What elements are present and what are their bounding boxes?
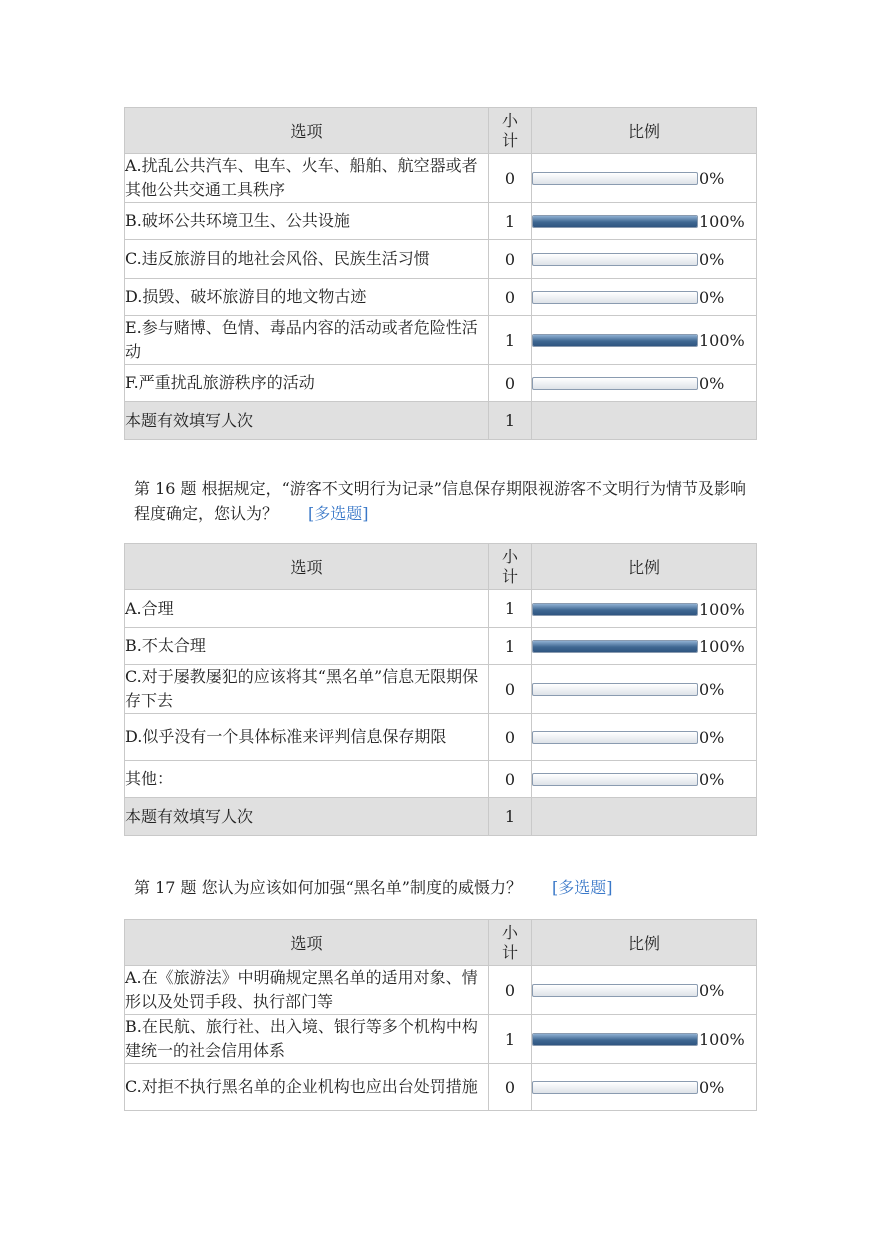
percent-bar <box>532 773 698 786</box>
percent-text: 0% <box>699 374 725 393</box>
option-label: B.不太合理 <box>125 628 489 665</box>
header-count <box>489 920 532 966</box>
header-count <box>489 108 532 154</box>
percent-bar-fill <box>533 641 697 652</box>
option-count: 0 <box>489 279 532 316</box>
percent-bar <box>532 334 698 347</box>
header-option: 选项 <box>125 108 489 154</box>
table-row <box>125 761 757 798</box>
table-row <box>125 714 757 761</box>
option-count: 1 <box>489 590 532 628</box>
table-row <box>125 203 757 240</box>
percent-bar-fill <box>533 216 697 227</box>
header-count-line2: 计 <box>501 130 518 150</box>
question-text: 第 16 题 根据规定，“游客不文明行为记录”信息保存期限视游客不文明行为情节及影响程度确定，您认为？ <box>134 479 746 523</box>
option-count: 0 <box>489 154 532 203</box>
table-row <box>125 628 757 665</box>
results-table-q17 <box>124 919 757 1111</box>
option-count: 1 <box>489 316 532 365</box>
total-row <box>125 798 757 836</box>
total-ratio-empty <box>532 402 757 440</box>
question-title-17 <box>134 875 754 900</box>
option-count: 0 <box>489 665 532 714</box>
option-label: 其他： <box>125 761 489 798</box>
percent-text: 0% <box>699 169 725 188</box>
header-ratio: 比例 <box>532 544 757 590</box>
header-count-line1: 小 <box>501 110 518 130</box>
option-ratio <box>532 1015 757 1064</box>
option-count: 1 <box>489 1015 532 1064</box>
percent-text: 0% <box>699 770 725 789</box>
table-row <box>125 1064 757 1111</box>
option-label: F.严重扰乱旅游秩序的活动 <box>125 365 489 402</box>
table-row <box>125 365 757 402</box>
total-row <box>125 402 757 440</box>
percent-text: 100% <box>699 637 745 656</box>
percent-text: 0% <box>699 250 725 269</box>
option-label: C.对拒不执行黑名单的企业机构也应出台处罚措施 <box>125 1064 489 1111</box>
percent-bar <box>532 984 698 997</box>
option-label: E.参与赌博、色情、毒品内容的活动或者危险性活动 <box>125 316 489 365</box>
option-label: A.扰乱公共汽车、电车、火车、船舶、航空器或者其他公共交通工具秩序 <box>125 154 489 203</box>
percent-bar <box>532 1081 698 1094</box>
option-ratio <box>532 316 757 365</box>
header-ratio: 比例 <box>532 920 757 966</box>
option-label: C.违反旅游目的地社会风俗、民族生活习惯 <box>125 240 489 279</box>
option-label: A.在《旅游法》中明确规定黑名单的适用对象、情形以及处罚手段、执行部门等 <box>125 966 489 1015</box>
option-ratio <box>532 628 757 665</box>
percent-bar <box>532 377 698 390</box>
option-label: A.合理 <box>125 590 489 628</box>
percent-text: 0% <box>699 981 725 1000</box>
table-row <box>125 316 757 365</box>
table-row <box>125 240 757 279</box>
table-row <box>125 590 757 628</box>
option-ratio <box>532 966 757 1015</box>
option-ratio <box>532 714 757 761</box>
question-type-tag: [多选题] <box>308 504 369 523</box>
percent-bar-fill <box>533 1034 697 1045</box>
option-label: C.对于屡教屡犯的应该将其“黑名单”信息无限期保存下去 <box>125 665 489 714</box>
percent-text: 100% <box>699 1030 745 1049</box>
percent-bar <box>532 1033 698 1046</box>
percent-text: 0% <box>699 288 725 307</box>
percent-text: 0% <box>699 1078 725 1097</box>
total-count: 1 <box>489 402 532 440</box>
option-ratio <box>532 590 757 628</box>
option-count: 0 <box>489 714 532 761</box>
option-ratio <box>532 203 757 240</box>
total-ratio-empty <box>532 798 757 836</box>
option-count: 0 <box>489 240 532 279</box>
percent-bar-fill <box>533 604 697 615</box>
option-count: 0 <box>489 761 532 798</box>
percent-bar <box>532 640 698 653</box>
option-ratio <box>532 240 757 279</box>
percent-bar <box>532 215 698 228</box>
header-ratio: 比例 <box>532 108 757 154</box>
option-label: D.损毁、破坏旅游目的地文物古迹 <box>125 279 489 316</box>
total-count: 1 <box>489 798 532 836</box>
results-table-q16 <box>124 543 757 836</box>
header-count <box>489 544 532 590</box>
option-count: 0 <box>489 966 532 1015</box>
question-type-tag: [多选题] <box>551 878 613 897</box>
option-count: 0 <box>489 1064 532 1111</box>
header-count-line2: 计 <box>501 942 518 962</box>
percent-text: 100% <box>699 599 745 619</box>
option-count: 1 <box>489 203 532 240</box>
question-title-16 <box>134 476 754 526</box>
table-row <box>125 665 757 714</box>
table-header <box>125 920 757 966</box>
option-label: D.似乎没有一个具体标准来评判信息保存期限 <box>125 714 489 761</box>
option-ratio <box>532 665 757 714</box>
option-label: B.在民航、旅行社、出入境、银行等多个机构中构建统一的社会信用体系 <box>125 1015 489 1064</box>
option-ratio <box>532 365 757 402</box>
table-header <box>125 108 757 154</box>
percent-bar <box>532 683 698 696</box>
table-row <box>125 1015 757 1064</box>
header-count-line1: 小 <box>501 546 518 566</box>
percent-text: 0% <box>699 728 725 747</box>
table-header <box>125 544 757 590</box>
percent-bar-fill <box>533 335 697 346</box>
option-ratio <box>532 279 757 316</box>
option-label: B.破坏公共环境卫生、公共设施 <box>125 203 489 240</box>
total-label: 本题有效填写人次 <box>125 402 489 440</box>
table-row <box>125 966 757 1015</box>
percent-text: 0% <box>699 680 725 699</box>
header-option: 选项 <box>125 544 489 590</box>
percent-bar <box>532 172 698 185</box>
percent-bar <box>532 291 698 304</box>
header-count-line2: 计 <box>501 566 518 586</box>
percent-text: 100% <box>699 331 745 350</box>
results-table-q15 <box>124 107 757 440</box>
header-count-line1: 小 <box>501 922 518 942</box>
percent-bar <box>532 731 698 744</box>
percent-bar <box>532 253 698 266</box>
option-count: 1 <box>489 628 532 665</box>
table-row <box>125 279 757 316</box>
total-label: 本题有效填写人次 <box>125 798 489 836</box>
option-ratio <box>532 154 757 203</box>
percent-text: 100% <box>699 212 745 231</box>
percent-bar <box>532 603 698 616</box>
question-text: 第 17 题 您认为应该如何加强“黑名单”制度的威慑力？ <box>134 878 522 897</box>
option-ratio <box>532 761 757 798</box>
header-option: 选项 <box>125 920 489 966</box>
option-count: 0 <box>489 365 532 402</box>
option-ratio <box>532 1064 757 1111</box>
table-row <box>125 154 757 203</box>
